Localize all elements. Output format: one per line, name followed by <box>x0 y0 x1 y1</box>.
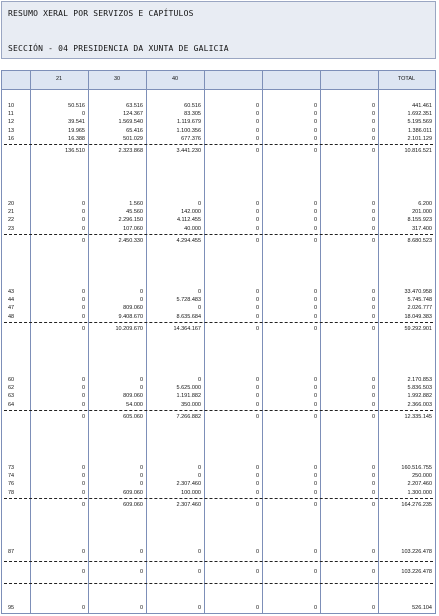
cell-value: 0 <box>313 481 317 488</box>
cell-value: 0 <box>197 549 201 555</box>
table-row <box>2 110 435 118</box>
cell-value: 3.441.230 <box>176 148 201 154</box>
table-row <box>2 472 435 480</box>
cell-value: 0 <box>371 393 375 400</box>
cell-value: 18.049.383 <box>404 313 432 320</box>
dashed-separator <box>4 583 433 584</box>
cell-value: 10.209.670 <box>115 325 143 332</box>
row-code: 22 <box>8 217 15 224</box>
cell-value: 0 <box>371 201 375 207</box>
cell-value: 0 <box>313 549 317 555</box>
cell-value: 8.635.684 <box>176 313 201 320</box>
cell-value: 0 <box>197 201 201 207</box>
cell-value: 0 <box>81 569 85 575</box>
table-row <box>2 208 435 216</box>
cell-value: 4.112.455 <box>176 217 201 224</box>
cell-value: 2.026.777 <box>407 305 432 312</box>
cell-value: 0 <box>371 119 375 126</box>
cell-value: 809.060 <box>123 393 143 400</box>
row-code: 16 <box>8 135 15 142</box>
row-code: 13 <box>8 127 15 134</box>
cell-value: 45.560 <box>126 209 143 216</box>
row-code: 76 <box>8 481 15 488</box>
cell-value: 0 <box>313 305 317 312</box>
cell-value: 0 <box>371 325 375 332</box>
row-code: 95 <box>8 605 15 611</box>
table-row <box>2 489 435 497</box>
cell-value: 0 <box>81 297 85 304</box>
cell-value: 0 <box>255 465 259 471</box>
cell-value: 0 <box>371 297 375 304</box>
cell-value: 0 <box>139 465 143 471</box>
cell-value: 103.226.478 <box>401 569 432 575</box>
cell-value: 0 <box>313 569 317 575</box>
cell-value: 2.296.150 <box>118 217 143 224</box>
cell-value: 0 <box>255 401 259 408</box>
row-code: 62 <box>8 385 15 392</box>
column-header-total: TOTAL <box>397 76 416 82</box>
cell-value: 5.728.483 <box>176 297 201 304</box>
row-code: 21 <box>8 209 15 216</box>
cell-value: 2.450.330 <box>118 237 143 244</box>
cell-value: 63.516 <box>126 103 143 109</box>
cell-value: 0 <box>139 377 143 383</box>
cell-value: 0 <box>313 605 317 611</box>
cell-value: 350.000 <box>181 401 201 408</box>
cell-value: 0 <box>371 473 375 480</box>
table-row <box>2 296 435 304</box>
cell-value: 0 <box>197 289 201 295</box>
cell-value: 2.307.460 <box>176 481 201 488</box>
dashed-separator <box>4 322 433 323</box>
cell-value: 0 <box>371 401 375 408</box>
cell-value: 0 <box>81 489 85 496</box>
cell-value: 0 <box>255 201 259 207</box>
table-row <box>2 200 435 208</box>
cell-value: 0 <box>197 377 201 383</box>
cell-value: 0 <box>81 225 85 232</box>
cell-value: 0 <box>313 289 317 295</box>
cell-value: 19.965 <box>68 127 85 134</box>
cell-value: 609.060 <box>123 501 143 508</box>
cell-value: 0 <box>313 401 317 408</box>
cell-value: 0 <box>371 148 375 154</box>
cell-value: 0 <box>313 209 317 216</box>
cell-value: 0 <box>81 305 85 312</box>
cell-value: 0 <box>371 217 375 224</box>
table-row <box>2 604 435 612</box>
table-row <box>2 392 435 400</box>
cell-value: 0 <box>81 501 85 508</box>
cell-value: 0 <box>313 465 317 471</box>
cell-value: 0 <box>371 225 375 232</box>
cell-value: 6.200 <box>418 201 432 207</box>
cell-value: 0 <box>139 605 143 611</box>
subtotal-row <box>2 413 435 421</box>
cell-value: 1.992.882 <box>407 393 432 400</box>
cell-value: 0 <box>139 549 143 555</box>
column-header-row <box>2 71 435 90</box>
row-code: 12 <box>8 119 15 126</box>
cell-value: 107.060 <box>123 225 143 232</box>
cell-value: 2.207.460 <box>407 481 432 488</box>
cell-value: 0 <box>81 313 85 320</box>
cell-value: 0 <box>255 209 259 216</box>
cell-value: 2.170.853 <box>407 377 432 383</box>
cell-value: 809.060 <box>123 305 143 312</box>
cell-value: 0 <box>313 313 317 320</box>
dashed-separator <box>4 144 433 145</box>
cell-value: 0 <box>371 135 375 142</box>
cell-value: 12.335.145 <box>404 413 432 420</box>
cell-value: 0 <box>313 385 317 392</box>
cell-value: 0 <box>255 111 259 118</box>
cell-value: 0 <box>255 569 259 575</box>
cell-value: 0 <box>81 217 85 224</box>
table-row <box>2 384 435 392</box>
cell-value: 0 <box>139 481 143 488</box>
cell-value: 0 <box>255 119 259 126</box>
cell-value: 0 <box>313 473 317 480</box>
cell-value: 0 <box>197 473 201 480</box>
cell-value: 100.000 <box>181 489 201 496</box>
cell-value: 0 <box>313 119 317 126</box>
cell-value: 0 <box>371 549 375 555</box>
cell-value: 0 <box>371 501 375 508</box>
cell-value: 0 <box>371 313 375 320</box>
cell-value: 0 <box>371 289 375 295</box>
cell-value: 0 <box>255 473 259 480</box>
table-row <box>2 304 435 312</box>
cell-value: 0 <box>81 201 85 207</box>
cell-value: 0 <box>313 217 317 224</box>
cell-value: 0 <box>313 325 317 332</box>
cell-value: 0 <box>371 481 375 488</box>
cell-value: 0 <box>255 305 259 312</box>
cell-value: 0 <box>255 605 259 611</box>
cell-value: 0 <box>371 605 375 611</box>
table-row <box>2 464 435 472</box>
cell-value: 0 <box>81 413 85 420</box>
cell-value: 0 <box>371 237 375 244</box>
report-header <box>1 1 436 59</box>
cell-value: 0 <box>255 549 259 555</box>
cell-value: 0 <box>371 569 375 575</box>
cell-value: 0 <box>313 127 317 134</box>
cell-value: 0 <box>139 569 143 575</box>
cell-value: 83.305 <box>184 111 201 118</box>
cell-value: 0 <box>197 465 201 471</box>
row-code: 73 <box>8 465 15 471</box>
cell-value: 0 <box>139 289 143 295</box>
cell-value: 0 <box>81 393 85 400</box>
cell-value: 0 <box>197 569 201 575</box>
row-code: 10 <box>8 103 15 109</box>
cell-value: 1.191.882 <box>176 393 201 400</box>
table-row <box>2 548 435 556</box>
cell-value: 0 <box>81 325 85 332</box>
cell-value: 5.745.748 <box>407 297 432 304</box>
cell-value: 1.300.000 <box>407 489 432 496</box>
cell-value: 0 <box>81 209 85 216</box>
row-code: 43 <box>8 289 15 295</box>
cell-value: 33.470.958 <box>404 289 432 295</box>
cell-value: 250.000 <box>412 473 432 480</box>
cell-value: 0 <box>81 605 85 611</box>
cell-value: 39.541 <box>68 119 85 126</box>
cell-value: 0 <box>81 111 85 118</box>
cell-value: 136.510 <box>65 148 85 154</box>
table-row <box>2 127 435 135</box>
cell-value: 0 <box>255 393 259 400</box>
row-code: 47 <box>8 305 15 312</box>
table-row <box>2 376 435 384</box>
cell-value: 4.294.455 <box>176 237 201 244</box>
column-header: 40 <box>171 76 179 82</box>
cell-value: 59.292.901 <box>404 325 432 332</box>
cell-value: 65.416 <box>126 127 143 134</box>
cell-value: 0 <box>313 413 317 420</box>
table-row <box>2 288 435 296</box>
cell-value: 605.060 <box>123 413 143 420</box>
cell-value: 0 <box>255 313 259 320</box>
section-title: SECCIÓN - 04 PRESIDENCIA DA XUNTA DE GALICIA <box>8 44 229 53</box>
row-code: 20 <box>8 201 15 207</box>
cell-value: 0 <box>255 225 259 232</box>
cell-value: 0 <box>371 385 375 392</box>
cell-value: 201.000 <box>412 209 432 216</box>
cell-value: 0 <box>81 289 85 295</box>
cell-value: 501.029 <box>123 135 143 142</box>
row-code: 23 <box>8 225 15 232</box>
cell-value: 1.119.679 <box>176 119 201 126</box>
cell-value: 8.680.523 <box>407 237 432 244</box>
cell-value: 0 <box>313 135 317 142</box>
cell-value: 0 <box>255 127 259 134</box>
cell-value: 8.155.923 <box>407 217 432 224</box>
cell-value: 0 <box>371 465 375 471</box>
cell-value: 0 <box>81 481 85 488</box>
cell-value: 2.366.003 <box>407 401 432 408</box>
cell-value: 0 <box>81 401 85 408</box>
cell-value: 40.000 <box>184 225 201 232</box>
cell-value: 0 <box>313 225 317 232</box>
subtotal-row <box>2 501 435 509</box>
cell-value: 0 <box>313 148 317 154</box>
cell-value: 1.569.540 <box>118 119 143 126</box>
cell-value: 5.625.000 <box>176 385 201 392</box>
table-row <box>2 135 435 143</box>
cell-value: 0 <box>313 297 317 304</box>
cell-value: 10.816.521 <box>404 148 432 154</box>
row-code: 74 <box>8 473 15 480</box>
cell-value: 0 <box>313 111 317 118</box>
cell-value: 0 <box>255 325 259 332</box>
cell-value: 2.101.129 <box>407 135 432 142</box>
cell-value: 60.516 <box>184 103 201 109</box>
cell-value: 1.560 <box>129 201 143 207</box>
column-header: 21 <box>55 76 63 82</box>
cell-value: 0 <box>313 393 317 400</box>
cell-value: 317.400 <box>412 225 432 232</box>
cell-value: 609.060 <box>123 489 143 496</box>
report-title: RESUMO XERAL POR SERVIZOS E CAPÍTULOS <box>8 9 194 18</box>
dashed-separator <box>4 561 433 562</box>
cell-value: 0 <box>371 127 375 134</box>
cell-value: 0 <box>255 481 259 488</box>
cell-value: 14.364.167 <box>173 325 201 332</box>
cell-value: 16.388 <box>68 135 85 142</box>
cell-value: 0 <box>81 377 85 383</box>
cell-value: 2.307.460 <box>176 501 201 508</box>
cell-value: 0 <box>313 201 317 207</box>
cell-value: 0 <box>371 489 375 496</box>
cell-value: 2.323.868 <box>118 148 143 154</box>
dashed-separator <box>4 234 433 235</box>
column-header: 30 <box>113 76 121 82</box>
cell-value: 0 <box>371 103 375 109</box>
cell-value: 0 <box>313 237 317 244</box>
cell-value: 0 <box>255 217 259 224</box>
subtotal-row <box>2 147 435 155</box>
table-row <box>2 480 435 488</box>
table-row <box>2 216 435 224</box>
table-row <box>2 225 435 233</box>
row-code: 44 <box>8 297 15 304</box>
cell-value: 0 <box>371 209 375 216</box>
row-code: 63 <box>8 393 15 400</box>
cell-value: 50.516 <box>68 103 85 109</box>
cell-value: 142.000 <box>181 209 201 216</box>
table-row <box>2 313 435 321</box>
cell-value: 0 <box>371 305 375 312</box>
cell-value: 0 <box>255 385 259 392</box>
cell-value: 5.195.569 <box>407 119 432 126</box>
row-code: 11 <box>8 111 14 118</box>
cell-value: 5.836.503 <box>407 385 432 392</box>
cell-value: 0 <box>371 111 375 118</box>
cell-value: 0 <box>81 237 85 244</box>
cell-value: 1.386.011 <box>407 127 432 134</box>
subtotal-row <box>2 237 435 245</box>
cell-value: 103.226.478 <box>401 549 432 555</box>
cell-value: 0 <box>81 465 85 471</box>
cell-value: 0 <box>255 501 259 508</box>
cell-value: 526.104 <box>412 605 432 611</box>
cell-value: 0 <box>313 489 317 496</box>
table-row <box>2 401 435 409</box>
table-row <box>2 102 435 110</box>
cell-value: 0 <box>371 377 375 383</box>
cell-value: 160.516.755 <box>401 465 432 471</box>
cell-value: 0 <box>255 489 259 496</box>
cell-value: 0 <box>313 103 317 109</box>
cell-value: 0 <box>255 237 259 244</box>
cell-value: 0 <box>197 605 201 611</box>
cell-value: 7.266.882 <box>176 413 201 420</box>
cell-value: 0 <box>81 385 85 392</box>
cell-value: 0 <box>255 135 259 142</box>
cell-value: 0 <box>371 413 375 420</box>
cell-value: 1.100.356 <box>176 127 201 134</box>
summary-table <box>1 70 436 614</box>
cell-value: 124.367 <box>123 111 143 118</box>
cell-value: 164.276.235 <box>401 501 432 508</box>
cell-value: 0 <box>81 473 85 480</box>
cell-value: 9.408.670 <box>118 313 143 320</box>
row-code: 48 <box>8 313 15 320</box>
cell-value: 0 <box>139 297 143 304</box>
subtotal-row <box>2 325 435 333</box>
subtotal-row <box>2 568 435 576</box>
row-code: 87 <box>8 549 15 555</box>
cell-value: 0 <box>255 148 259 154</box>
cell-value: 0 <box>313 377 317 383</box>
row-code: 78 <box>8 489 15 496</box>
cell-value: 677.376 <box>181 135 201 142</box>
cell-value: 54.000 <box>126 401 143 408</box>
cell-value: 0 <box>139 385 143 392</box>
cell-value: 0 <box>255 289 259 295</box>
cell-value: 0 <box>255 103 259 109</box>
cell-value: 441.461 <box>412 103 432 109</box>
cell-value: 0 <box>81 549 85 555</box>
cell-value: 0 <box>197 305 201 312</box>
table-row <box>2 118 435 126</box>
cell-value: 0 <box>255 297 259 304</box>
dashed-separator <box>4 410 433 411</box>
cell-value: 0 <box>313 501 317 508</box>
cell-value: 0 <box>139 473 143 480</box>
row-code: 64 <box>8 401 15 408</box>
row-code: 60 <box>8 377 15 383</box>
cell-value: 0 <box>255 377 259 383</box>
cell-value: 1.692.351 <box>407 111 432 118</box>
dashed-separator <box>4 498 433 499</box>
cell-value: 0 <box>255 413 259 420</box>
